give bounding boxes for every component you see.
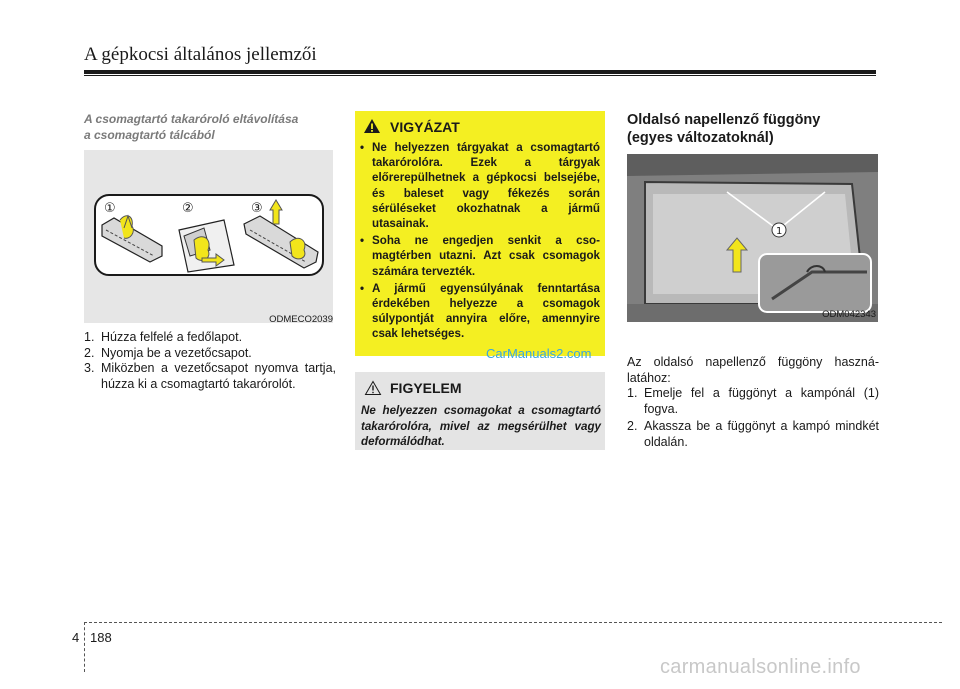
heading-line: (egyes változatoknál) (627, 130, 774, 146)
footer-divider (84, 622, 85, 672)
cover-removal-drawing (84, 150, 333, 323)
warning-triangle-icon (363, 118, 381, 134)
stage-2-drawing (179, 220, 234, 272)
figure-code: ODMECO2039 (269, 314, 333, 325)
section-heading-cover-removal (84, 111, 336, 143)
step-item (627, 386, 879, 417)
footer-site-watermark: carmanualsonline.info (660, 656, 861, 678)
step-item (627, 419, 879, 450)
heading-line: A csomagtartó takaróroló eltávolítása (84, 112, 299, 126)
bullet-dot: • (360, 234, 365, 248)
cover-removal-steps (84, 330, 336, 392)
sunshade-illustration (627, 154, 878, 322)
watermark-text: CarManuals2.com (486, 346, 592, 361)
step-number: 1. (627, 386, 638, 400)
stage-1-marker: ① (104, 201, 116, 216)
hook-marker: 1 (776, 226, 783, 237)
footer-page-number: 188 (90, 630, 112, 645)
footer-section-number: 4 (72, 630, 80, 645)
bullet-dot: • (360, 281, 365, 295)
bullet-dot: • (360, 141, 365, 154)
step-number: 3. (84, 361, 95, 375)
notice-title: FIGYELEM (390, 380, 462, 396)
step-text: Emelje fel a függönyt a kampónál (1) fogva. (644, 386, 879, 416)
heading-line: a csomagtartó tálcából (84, 128, 215, 142)
warning-item (360, 233, 600, 279)
warning-item (360, 140, 600, 231)
sunshade-steps (627, 386, 879, 452)
section-heading-sunshade (627, 111, 881, 147)
step-number: 1. (84, 330, 95, 344)
warning-text: Ne helyezzen tárgyakat a csomagtartó takarórolóra. Ezek a tárgyak előrerepülhetnek a gépkocsi belsejébe, és baleset vagy fékezés során sérüléseket okozhatnak a jármű utasainak. (372, 141, 600, 231)
step-number: 2. (627, 419, 638, 433)
stage-2-marker: ② (182, 201, 194, 216)
notice-text: Ne helyezzen csomagokat a csomagtartó takarórolóra, mivel az megsérülhet vagy deformálódhat. (361, 404, 601, 448)
caution-triangle-icon (364, 380, 382, 396)
footer-rule (84, 622, 942, 623)
step-item (84, 346, 336, 362)
step-text: Miközben a vezetőcsapot nyomva tartja, húzza ki a csomagtartó takarórolót. (101, 361, 336, 391)
step-item (84, 361, 336, 392)
sunshade-intro: Az oldalsó napellenző függöny használatához: (627, 355, 879, 385)
step-text: Akassza be a függönyt a kampó mindkét oldalán. (644, 419, 879, 449)
step-text: Nyomja be a vezetőcsapot. (101, 345, 252, 360)
warning-title: VIGYÁZAT (390, 119, 460, 135)
cover-removal-illustration (84, 150, 333, 323)
warning-item (360, 281, 600, 342)
page-header-title: A gépkocsi általános jellemzői (84, 44, 317, 65)
figure-code: ODM042343 (822, 309, 876, 320)
header-rule (84, 70, 876, 74)
warning-list (360, 140, 600, 344)
step-text: Húzza felfelé a fedőlapot. (101, 330, 243, 344)
stage-3-marker: ③ (251, 201, 263, 216)
heading-line: Oldalsó napellenző függöny (627, 112, 821, 128)
warning-text: A jármű egyensúlyának fenntartása érdekében helyezze a csomagok súlypontját annyira előre, amennyire csak lehetséges. (372, 281, 600, 341)
step-item (84, 330, 336, 346)
header-rule-thin (84, 75, 876, 76)
warning-text: Soha ne engedjen senkit a csomagtérben utazni. Azt csak csomagok számára tervezték. (372, 234, 600, 278)
step-number: 2. (84, 345, 95, 360)
sunshade-drawing (627, 154, 878, 322)
